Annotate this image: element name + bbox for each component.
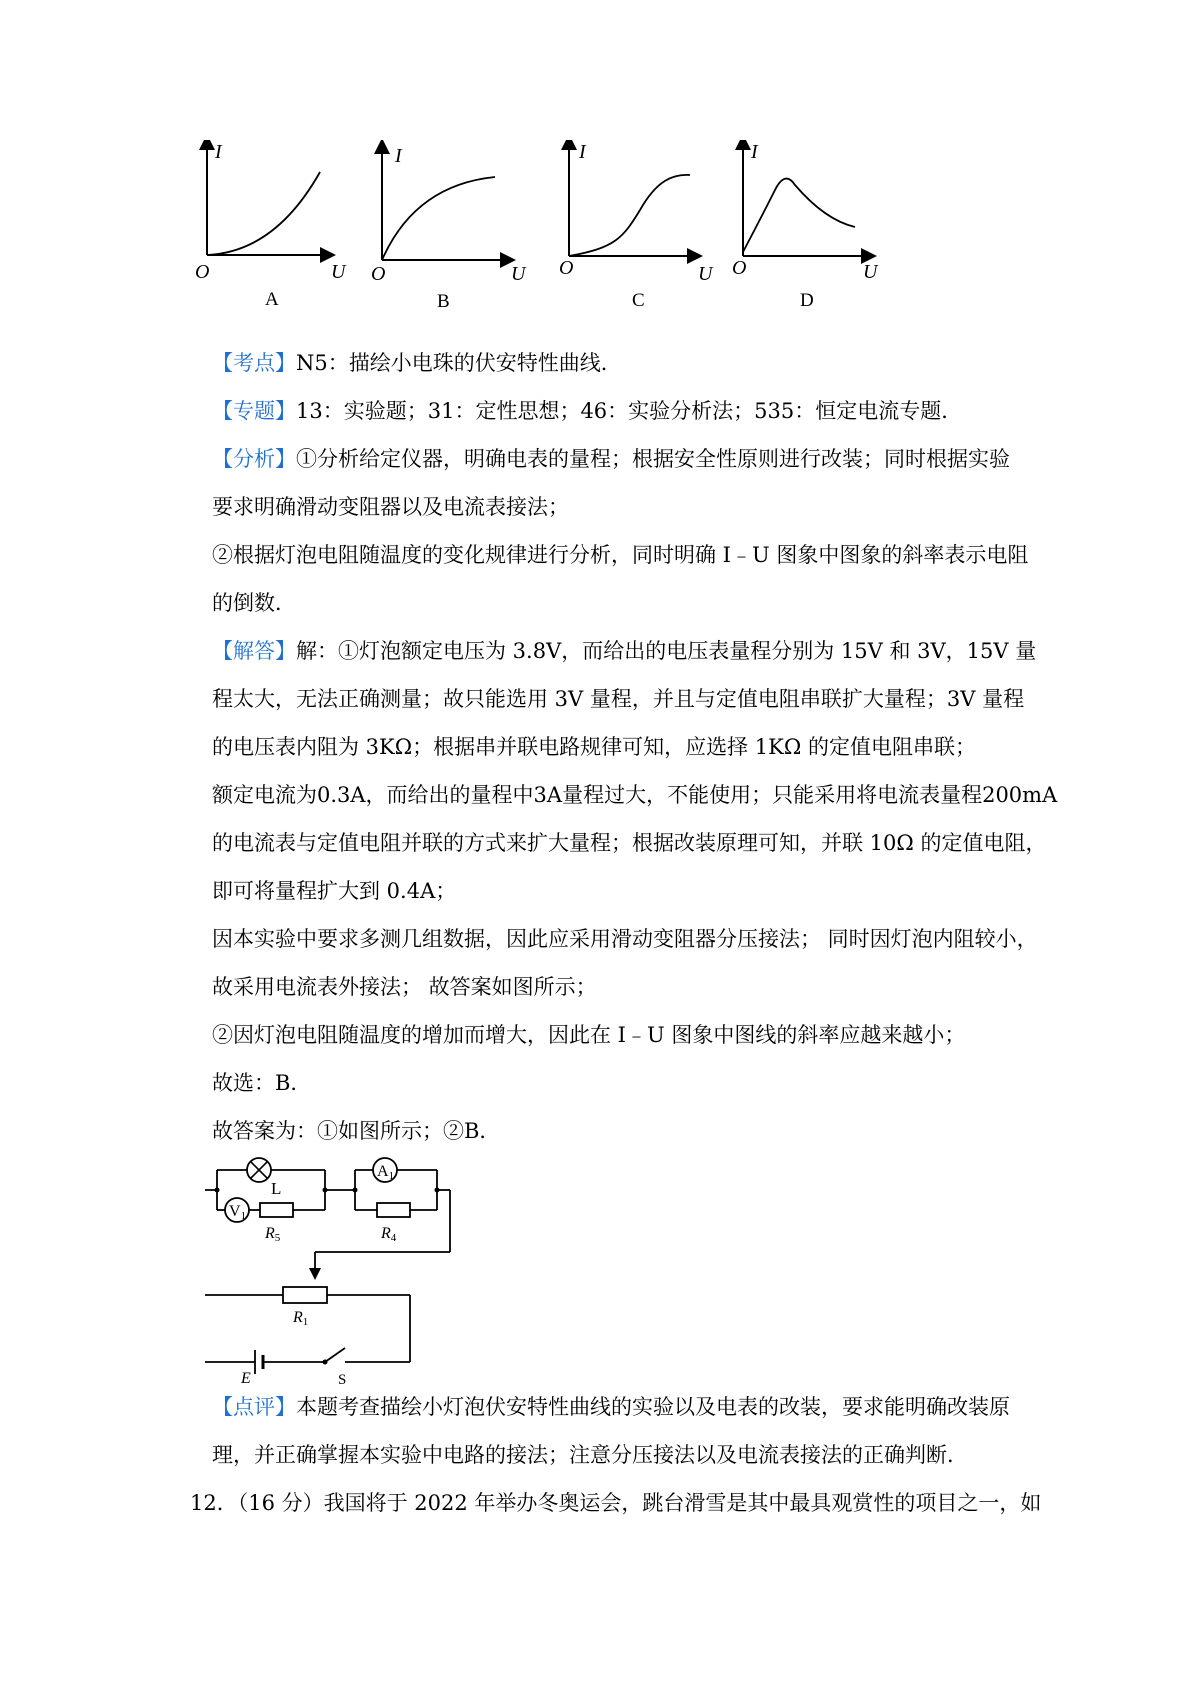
jieda-line-4: 额定电流为0.3A，而给出的量程中3A量程过大，不能使用；只能采用将电流表量程200mA [212, 783, 1058, 807]
battery-label: E [241, 1370, 251, 1385]
question-12: 12．（16 分）我国将于 2022 年举办冬奥运会，跳台滑雪是其中最具观赏性的项目之一，如 [190, 1491, 1042, 1515]
fenxi-line-2: 要求明确滑动变阻器以及电流表接法； [212, 495, 569, 519]
lamp-icon [247, 1158, 271, 1182]
y-axis-label: I [215, 141, 222, 163]
option-label-d: D [800, 290, 814, 311]
lamp-label: L [271, 1179, 282, 1198]
rheostat-r1 [283, 1287, 327, 1303]
y-axis-label: I [751, 141, 758, 163]
voltmeter-label: V1 [229, 1203, 247, 1222]
dianping-tag: 【点评】 [212, 1395, 296, 1419]
jieda-line-9: ②因灯泡电阻随温度的增加而增大，因此在 I﹣U 图象中图线的斜率应越来越小； [212, 1023, 966, 1047]
origin-label: O [559, 257, 574, 279]
option-label-b: B [437, 291, 450, 312]
origin-label: O [371, 263, 386, 285]
dianping-line-2: 理，并正确掌握本实验中电路的接法；注意分压接法以及电流表接法的正确判断． [212, 1443, 968, 1467]
curve-c [569, 175, 690, 256]
iu-graphs-figure [195, 140, 995, 345]
curve-a [207, 172, 320, 255]
x-axis-label: U [511, 263, 526, 285]
origin-label: O [732, 257, 747, 279]
origin-label: O [195, 261, 210, 283]
graph-a [195, 141, 347, 310]
resistor-r5 [260, 1203, 293, 1217]
jieda-line-6: 即可将量程扩大到 0.4A； [212, 879, 457, 903]
jieda-line-8: 故采用电流表外接法； 故答案如图所示； [212, 975, 597, 999]
y-axis-label: I [395, 145, 402, 167]
jieda-tag: 【解答】 [212, 639, 296, 663]
jieda-line-3: 的电压表内阻为 3KΩ；根据串并联电路规律可知，应选择 1KΩ 的定值电阻串联； [212, 735, 976, 759]
fenxi-line-4: 的倒数． [212, 591, 296, 615]
dianping-text: 本题考查描绘小灯泡伏安特性曲线的实验以及电表的改装，要求能明确改装原 [296, 1395, 1010, 1419]
resistor-r4 [377, 1203, 410, 1217]
kaodian-line [212, 348, 1032, 378]
jieda-line-11: 故答案为：①如图所示；②B． [212, 1119, 501, 1143]
x-axis-label: U [698, 263, 713, 285]
zhuanti-text: 13：实验题；31：定性思想；46：实验分析法；535：恒定电流专题． [296, 399, 963, 423]
option-label-a: A [265, 289, 279, 310]
y-axis-label: I [579, 141, 586, 163]
curve-d [743, 179, 855, 252]
fenxi-text: ①分析给定仪器，明确电表的量程；根据安全性原则进行改装；同时根据实验 [296, 447, 1010, 471]
fenxi-tag: 【分析】 [212, 447, 296, 471]
circuit-diagram [205, 1140, 465, 1385]
kaodian-tag: 【考点】 [212, 351, 296, 375]
fenxi-line-3: ②根据灯泡电阻随温度的变化规律进行分析，同时明确 I﹣U 图象中图象的斜率表示电阻 [212, 543, 1029, 567]
ammeter-label: A1 [377, 1163, 395, 1182]
switch-icon [323, 1348, 346, 1365]
jieda-line-5: 的电流表与定值电阻并联的方式来扩大量程；根据改装原理可知，并联 10Ω 的定值电阻， [212, 831, 1047, 855]
jieda-line-7: 因本实验中要求多测几组数据，因此应采用滑动变阻器分压接法； 同时因灯泡内阻较小， [212, 927, 1038, 951]
curve-b [382, 177, 495, 260]
jieda-text: 解：①灯泡额定电压为 3.8V，而给出的电压表量程分别为 15V 和 3V，15V 量 [296, 639, 1037, 663]
zhuanti-line [212, 396, 1032, 426]
battery-icon [255, 1350, 263, 1374]
jieda-line-2: 程太大，无法正确测量；故只能选用 3V 量程，并且与定值电阻串联扩大量程；3V 量程 [212, 687, 1025, 711]
r1-label: R1 [293, 1309, 309, 1328]
x-axis-label: U [863, 261, 878, 283]
fenxi-line-1 [212, 444, 1032, 474]
graph-b [371, 145, 527, 312]
r4-label: R4 [381, 1225, 397, 1244]
jieda-line-10: 故选：B． [212, 1071, 312, 1095]
graph-d [732, 141, 879, 311]
graph-c [559, 141, 714, 311]
x-axis-label: U [331, 261, 346, 283]
zhuanti-tag: 【专题】 [212, 399, 296, 423]
jieda-line-1 [212, 636, 1037, 666]
r5-label: R5 [265, 1225, 281, 1244]
option-label-c: C [632, 290, 645, 311]
switch-label: S [338, 1372, 347, 1385]
dianping-line-1 [212, 1392, 1032, 1422]
kaodian-text: N5：描绘小电珠的伏安特性曲线． [296, 351, 622, 375]
